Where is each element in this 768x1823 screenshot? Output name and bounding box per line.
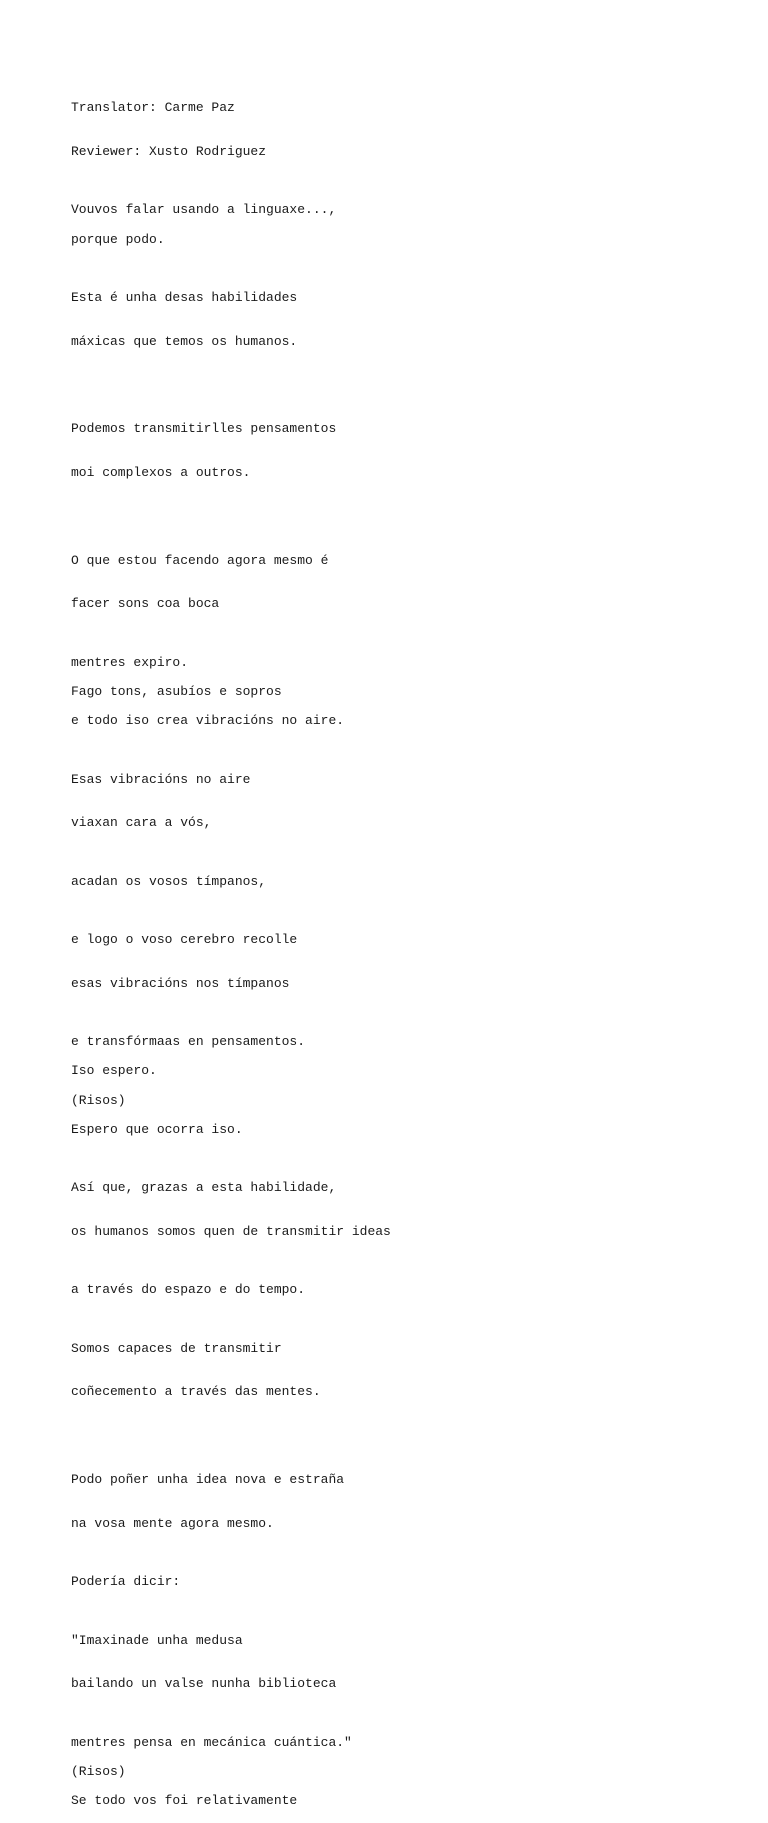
text-line: Fago tons, asubíos e sopros [71, 683, 282, 699]
paragraph [71, 904, 731, 1021]
text-line: Podo poñer unha idea nova e estraña [71, 1472, 345, 1487]
text-line: (Risos) [71, 1092, 126, 1108]
text-line: coñecemento a través das mentes. [71, 1384, 321, 1400]
text-line: Vouvos falar usando a linguaxe..., [71, 202, 337, 218]
paragraph [71, 524, 731, 641]
text-line: O que estou facendo agora mesmo é [71, 552, 329, 568]
paragraph [71, 1765, 731, 1780]
paragraph [71, 262, 731, 379]
text-line: acadan os vosos tímpanos, [71, 873, 267, 889]
credits-block [71, 72, 731, 189]
text-line: a través do espazo e do tempo. [71, 1282, 306, 1298]
text-line: (Risos) [71, 1763, 126, 1779]
paragraph [71, 1444, 731, 1561]
text-line: Así que, grazas a esta habilidade, [71, 1180, 337, 1196]
text-line: e todo iso crea vibracións no aire. [71, 713, 345, 729]
text-line: bailando un valse nunha biblioteca [71, 1676, 337, 1692]
text-line: na vosa mente agora mesmo. [71, 1515, 274, 1531]
paragraph [71, 714, 731, 729]
paragraph [71, 393, 731, 510]
text-line: mentres pensa en mecánica cuántica." [71, 1734, 352, 1750]
text-line: moi complexos a outros. [71, 465, 251, 481]
text-line: Esas vibracións no aire [71, 771, 251, 787]
paragraph [71, 1575, 731, 1590]
paragraph [71, 1064, 731, 1079]
paragraph [71, 1152, 731, 1269]
paragraph [71, 1736, 731, 1751]
text-line: Podería dicir: [71, 1574, 181, 1590]
paragraph [71, 233, 731, 248]
text-line: os humanos somos quen de transmitir ideas [71, 1223, 391, 1239]
text-line: Somos capaces de transmitir [71, 1340, 282, 1356]
transcript-text [71, 72, 731, 1823]
text-line: Espero que ocorra iso. [71, 1121, 243, 1137]
paragraph [71, 685, 731, 700]
paragraph [71, 203, 731, 218]
paragraph [71, 1035, 731, 1050]
paragraph [71, 1283, 731, 1298]
text-line: Se todo vos foi relativamente [71, 1793, 298, 1809]
reviewer-credit: Reviewer: Xusto Rodriguez [71, 143, 267, 159]
text-line: máxicas que temos os humanos. [71, 333, 298, 349]
paragraph [71, 875, 731, 890]
paragraph [71, 1094, 731, 1109]
text-line: Esta é unha desas habilidades [71, 289, 298, 305]
text-line: porque podo. [71, 231, 165, 247]
paragraph [71, 1312, 731, 1429]
text-line: Podemos transmitirlles pensamentos [71, 421, 337, 437]
text-line: viaxan cara a vós, [71, 815, 212, 831]
text-line: e transfórmaas en pensamentos. [71, 1034, 306, 1050]
text-line: mentres expiro. [71, 654, 189, 670]
translator-credit: Translator: Carme Paz [71, 100, 235, 116]
paragraph [71, 656, 731, 671]
paragraph [71, 1794, 731, 1809]
paragraph [71, 1123, 731, 1138]
text-line: Iso espero. [71, 1063, 157, 1079]
paragraph [71, 1604, 731, 1721]
text-line: facer sons coa boca [71, 596, 220, 612]
text-line: esas vibracións nos tímpanos [71, 975, 290, 991]
text-line: e logo o voso cerebro recolle [71, 932, 298, 948]
text-line: "Imaxinade unha medusa [71, 1632, 243, 1648]
paragraph [71, 743, 731, 860]
